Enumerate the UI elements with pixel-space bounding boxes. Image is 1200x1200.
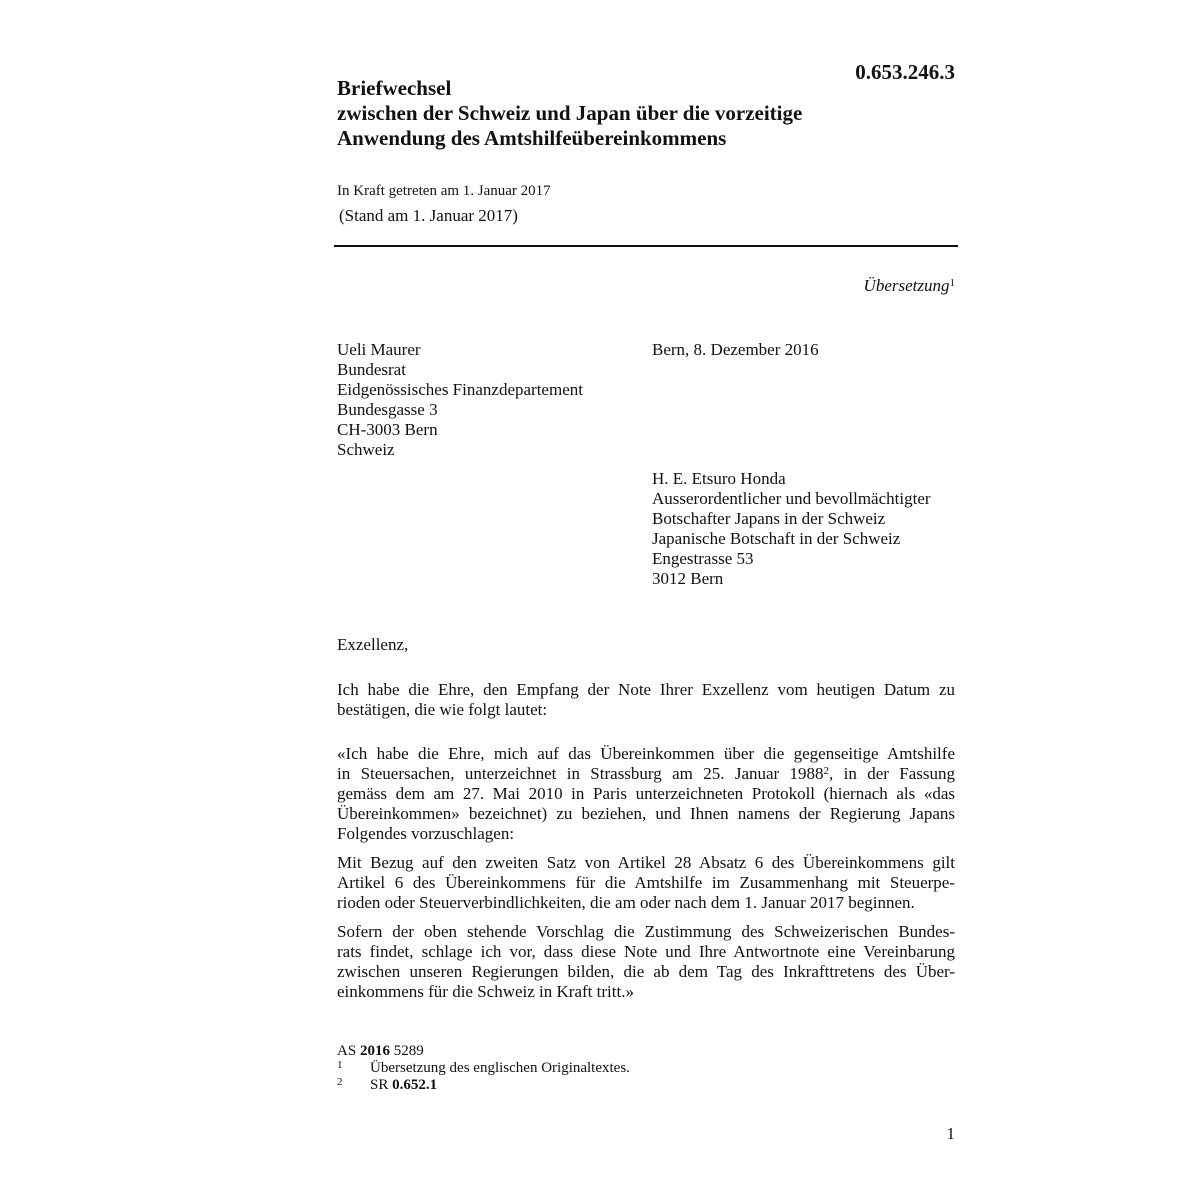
header-divider [334,245,958,247]
document-title [337,76,897,151]
footnote-text: Übersetzung des englischen Originaltextes. [370,1060,630,1076]
paragraph-text: , in der Fassung [829,764,955,783]
recipient-line: Ausserordentlicher und bevollmächtigter [652,489,931,508]
paragraph-line: «Ich habe die Ehre, mich auf das Übereinkommen über die gegenseitige Amtshilfe [337,744,955,763]
paragraph-line: rioden oder Steuerverbindlichkeiten, die am oder nach dem 1. Januar 2017 beginnen. [337,893,915,912]
footnote-ref: 1 [949,277,955,289]
page-number: 1 [946,1124,955,1143]
paragraph-line: zwischen unseren Regierungen bilden, die ab dem Tag des Inkrafttretens des Über- [337,962,955,981]
recipient-line: Japanische Botschaft in der Schweiz [652,529,901,548]
recipient-address [652,469,931,589]
paragraph-line: bestätigen, die wie folgt lautet: [337,700,548,719]
translation-note [700,276,955,296]
paragraph-line: Folgendes vorzuschlagen: [337,824,515,843]
paragraph-line: rats findet, schlage ich vor, dass diese Note und Ihre Antwortnote eine Vereinbarung [337,942,955,961]
sender-line: Schweiz [337,440,395,459]
as-year: 2016 [359,1043,390,1059]
quoted-paragraph [337,744,955,844]
title-line: zwischen der Schweiz und Japan über die vorzeitige [337,101,803,125]
paragraph-line: Übereinkommen» bezeichnet) zu beziehen, und Ihnen namens der Regierung Japans [337,804,955,823]
sender-line: Eidgenössisches Finanzdepartement [337,380,583,399]
footnotes [337,1043,630,1094]
as-reference [337,1043,630,1060]
footnote-2: 2 SR 0.652.1 [337,1076,438,1093]
sender-line: Bundesrat [337,360,406,379]
recipient-line: H. E. Etsuro Honda [652,469,786,488]
body-paragraph [337,680,955,720]
paragraph-line: einkommens für die Schweiz in Kraft tritt.» [337,982,634,1001]
recipient-line: Botschafter Japans in der Schweiz [652,509,886,528]
footnote-prefix: SR [370,1077,389,1093]
recipient-line: 3012 Bern [652,569,724,588]
paragraph-line: Mit Bezug auf den zweiten Satz von Artikel 28 Absatz 6 des Übereinkommens gilt [337,853,955,872]
sender-address [337,340,583,460]
quoted-paragraph [337,853,955,913]
paragraph-line [337,764,955,784]
stand-date: (Stand am 1. Januar 2017) [339,206,518,225]
footnote-1: 1 Übersetzung des englischen Originaltextes. [337,1059,630,1076]
paragraph-line: Artikel 6 des Übereinkommens für die Amtshilfe im Zusammenhang mit Steuerpe- [337,873,955,892]
paragraph-line: Ich habe die Ehre, den Empfang der Note Ihrer Exzellenz vom heutigen Datum zu [337,680,955,699]
quoted-paragraph [337,922,955,1002]
recipient-line: Engestrasse 53 [652,549,754,568]
sender-line: Bundesgasse 3 [337,400,438,419]
title-line: Briefwechsel [337,76,452,100]
sender-line: CH-3003 Bern [337,420,438,439]
as-page: 5289 [393,1043,424,1059]
in-force-date: In Kraft getreten am 1. Januar 2017 [337,183,551,199]
paragraph-line: gemäss dem am 27. Mai 2010 in Paris unterzeichneten Protokoll (hiernach als «das [337,784,955,803]
place-date: Bern, 8. Dezember 2016 [652,340,819,359]
salutation: Exzellenz, [337,635,409,654]
paragraph-text: in Steuersachen, unterzeichnet in Strassburg am 25. Januar 1988 [337,764,824,783]
sender-line: Ueli Maurer [337,340,421,359]
sr-number: 0.653.246.3 [855,60,955,84]
as-prefix: AS [337,1043,357,1059]
footnote-ref: 2 [823,765,830,777]
paragraph-line: Sofern der oben stehende Vorschlag die Zustimmung des Schweizerischen Bundes- [337,922,955,941]
translation-label: Übersetzung [863,276,950,295]
footnote-sr-number: 0.652.1 [392,1077,438,1093]
title-line: Anwendung des Amtshilfeübereinkommens [337,126,727,150]
